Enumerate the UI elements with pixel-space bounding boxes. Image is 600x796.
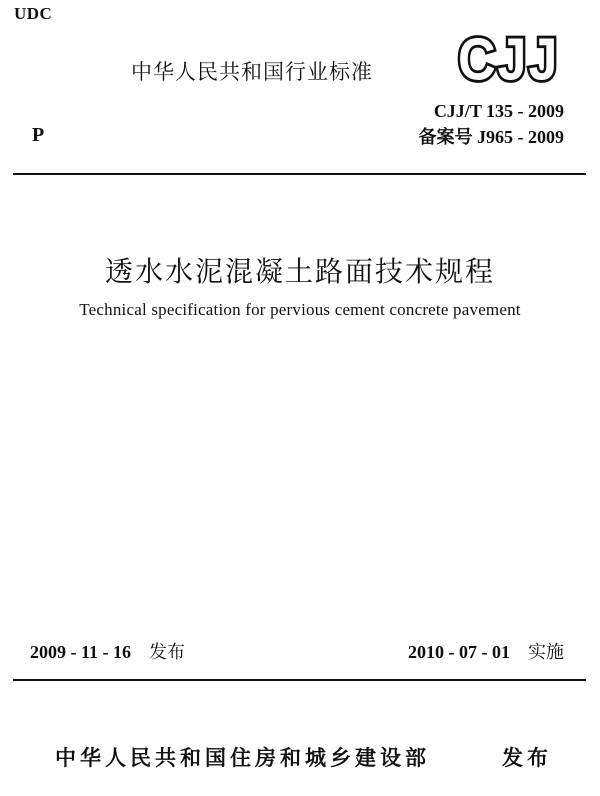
implementation-date-line — [408, 638, 564, 664]
implementation-date: 2010 - 07 - 01 — [408, 642, 510, 662]
issue-date: 2009 - 11 - 16 — [30, 642, 131, 662]
issue-date-line — [30, 638, 185, 664]
issue-label: 发布 — [149, 642, 185, 663]
udc-label: UDC — [14, 4, 53, 23]
issuing-authority: 中华人民共和国住房和城乡建设部 — [55, 746, 430, 770]
cjj-logo: CJJ — [458, 26, 560, 94]
bottom-divider — [13, 679, 586, 681]
standard-number: CJJ/T 135 - 2009 — [433, 101, 564, 121]
implementation-label: 实施 — [528, 642, 564, 663]
document-title-english: Technical specification for pervious cement concrete pavement — [79, 300, 521, 319]
classification-code: P — [32, 124, 45, 146]
document-title-chinese: 透水水泥混凝土路面技术规程 — [104, 255, 495, 288]
standard-code-block — [419, 98, 565, 150]
standard-type-heading: 中华人民共和国行业标准 — [131, 60, 373, 84]
record-number: 备案号 J965 - 2009 — [418, 127, 564, 147]
issuing-authority-label: 发布 — [502, 746, 552, 770]
top-divider — [13, 173, 586, 175]
